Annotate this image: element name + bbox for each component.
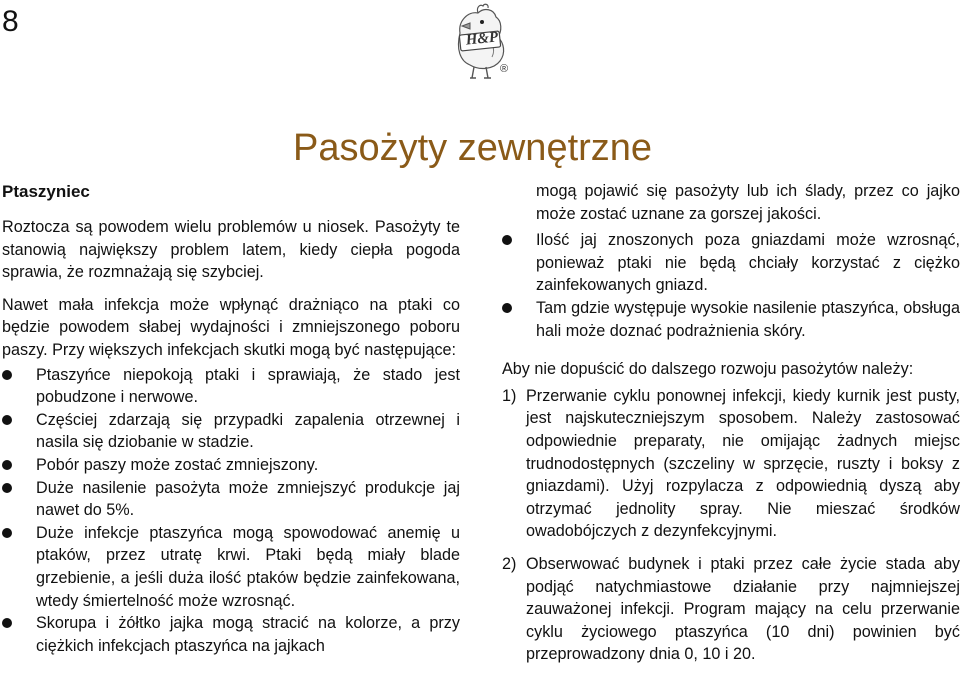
bullet-list (502, 229, 960, 342)
bullet-icon (502, 303, 512, 313)
bullet-icon (2, 370, 12, 380)
list-item (2, 477, 460, 522)
list-item (502, 297, 960, 342)
bullet-icon (2, 483, 12, 493)
logo-text: H&P (464, 29, 499, 49)
list-item-text: Skorupa i żółtko jajka mogą stracić na kolorze, a przy ciężkich infekcjach ptaszyńca na jajkach (36, 614, 460, 655)
hp-chick-logo (440, 3, 516, 81)
bullet-icon (2, 618, 12, 628)
list-item-text: Duże infekcje ptaszyńca mogą spowodować anemię u ptaków, przez utratę krwi. Ptaki będą miały blade grzebienie, a jeśli duża ilość ptaków będzie zainfekowana, wtedy śmiertelność może wzrosnąć. (36, 523, 460, 610)
bullet-icon (2, 460, 12, 470)
list-number: 1) (502, 386, 517, 405)
continued-text: mogą pojawić się pasożyty lub ich ślady, przez co jajko może zostać uznane za gorszej jakości. (536, 182, 960, 223)
list-item-text: Pobór paszy może zostać zmniejszony. (36, 455, 319, 474)
list-item-text: Częściej zdarzają się przypadki zapalenia otrzewnej i nasila się dziobanie w stadzie. (36, 410, 460, 452)
bullet-icon (2, 415, 12, 425)
bullet-icon (2, 528, 12, 538)
numbered-list (502, 385, 960, 666)
list-item (2, 612, 460, 657)
section-heading: Ptaszyniec (2, 182, 90, 201)
right-column (502, 180, 960, 676)
list-item (2, 522, 460, 612)
registered-mark: ® (500, 63, 509, 75)
list-item (2, 454, 460, 477)
list-item-text: Tam gdzie występuje wysokie nasilenie ptaszyńca, obsługa hali może doznać podrażnienia skóry. (536, 298, 960, 340)
bullet-list (2, 364, 460, 658)
list-item-text: Duże nasilenie pasożyta może zmniejszyć produkcje jaj nawet do 5%. (36, 478, 460, 520)
list-item (502, 385, 960, 543)
paragraph: Nawet mała infekcja może wpłynąć drażniąco na ptaki co będzie powodem słabej wydajności i zmniejszonego poboru paszy. Przy większych infekcjach skutki mogą być następujące: (2, 295, 460, 359)
list-item-text: Ptaszyńce niepokoją ptaki i sprawiają, że stado jest pobudzone i nerwowe. (36, 365, 460, 407)
page-title: Pasożyty zewnętrzne (293, 127, 653, 169)
list-item-text: Ilość jaj znoszonych poza gniazdami może wzrosnąć, ponieważ ptaki nie będą chciały korzystać z ciężko zainfekowanych gniazd. (536, 231, 960, 295)
page-number: 8 (2, 5, 19, 38)
bullet-icon (502, 235, 512, 245)
paragraph: Roztocza są powodem wielu problemów u niosek. Pasożyty te stanowią największy problem latem, kiedy ciepła pogoda sprawia, że rozmnażają się szybciej. (2, 218, 460, 282)
list-number: 2) (502, 554, 517, 573)
list-item-text: Obserwować budynek i ptaki przez całe życie stada aby podjąć natychmiastowe działanie przy najmniejszej zauważonej infekcji. Program mający na celu przerwanie cyklu życiowego ptaszyńca (10 dni) powinien być przeprowadzony dnia 0, 10 i 20. (526, 554, 960, 664)
list-item-text: Przerwanie cyklu ponownej infekcji, kiedy kurnik jest pusty, jest najskuteczniejszym sposobem. Należy zastosować odpowiednie preparaty, nie omijając żadnych miejsc trudnodostępnych (szczeliny w sprzęcie, ruszty i boksy z gniazdami). Użyj rozpylacza z odpowiednią dyszą aby otrzymać jednolity spray. Nie mieszać środków owadobójczych z dezynfekcyjnymi. (526, 386, 960, 541)
paragraph: Aby nie dopuścić do dalszego rozwoju pasożytów należy: (502, 360, 914, 379)
list-item (502, 553, 960, 666)
list-item (2, 409, 460, 454)
left-column (2, 180, 460, 667)
list-item (2, 364, 460, 409)
list-item (502, 229, 960, 297)
